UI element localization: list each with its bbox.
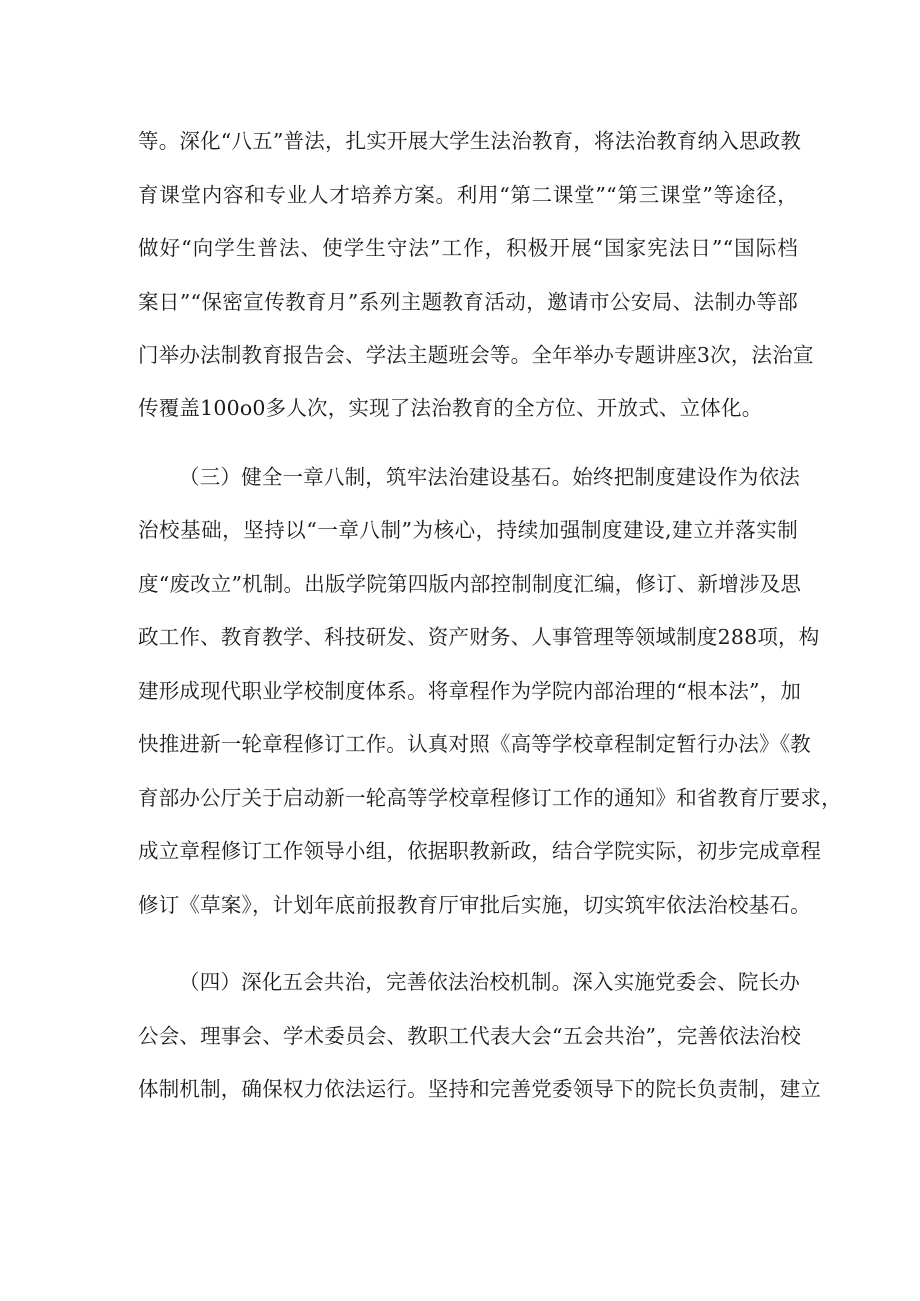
text-line: 育课堂内容和专业人才培养方案。利用“第二课堂”“第三课堂”等途径，: [138, 183, 798, 207]
paragraph-first-line: （三）健全一章八制，筑牢法治建设基石。始终把制度建设作为依法: [179, 465, 800, 489]
text-line: 快推进新一轮章程修订工作。认真对照《高等学校章程制定暂行办法》《教: [138, 732, 811, 756]
text-line: 体制机制，确保权力依法运行。坚持和完善党委领导下的院长负责制，建立: [138, 1077, 822, 1101]
text-line: 案日”“保密宣传教育月”系列主题教育活动，邀请市公安局、法制办等部: [138, 290, 798, 314]
text-line: 育部办公厅关于启动新一轮高等学校章程修订工作的通知》和省教育厅要求，: [138, 786, 842, 810]
text-line: 做好“向学生普法、使学生守法”工作，积极开展“国家宪法日”“国际档: [138, 236, 798, 260]
text-line: 修订《草案》，计划年底前报教育厅审批后实施，切实筑牢依法治校基石。: [138, 893, 811, 917]
text-line: 等。深化“八五”普法，扎实开展大学生法治教育，将法治教育纳入思政教: [138, 129, 802, 153]
text-line: 治校基础，坚持以“一章八制”为核心，持续加强制度建设,建立并落实制: [138, 518, 798, 542]
text-line: 成立章程修订工作领导小组，依据职教新政，结合学院实际，初步完成章程: [138, 839, 822, 863]
paragraph-first-line: （四）深化五会共治，完善依法治校机制。深入实施党委会、院长办: [179, 970, 800, 994]
text-line: 建形成现代职业学校制度体系。将章程作为学院内部治理的“根本法”，加: [138, 679, 802, 703]
text-line: 政工作、教育教学、科技研发、资产财务、人事管理等领域制度288项，构: [138, 625, 820, 649]
text-line: 传覆盖100o0多人次，实现了法治教育的全方位、开放式、立体化。: [138, 396, 763, 420]
text-line: 门举办法制教育报告会、学法主题班会等。全年举办专题讲座3次，法治宣: [138, 343, 814, 367]
text-line: 公会、理事会、学术委员会、教职工代表大会“五会共治”，完善依法治校: [138, 1024, 802, 1048]
text-line: 度“废改立”机制。出版学院第四版内部控制制度汇编，修订、新增涉及思: [138, 572, 802, 596]
